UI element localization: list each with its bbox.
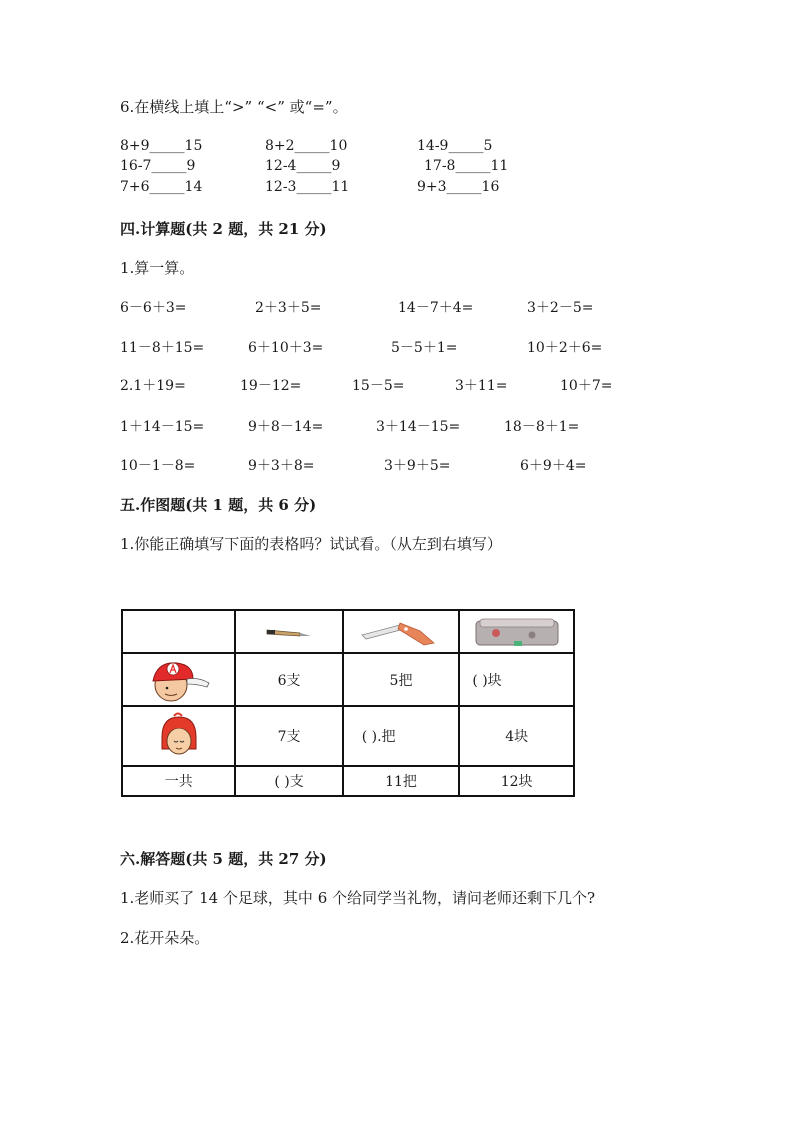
calc-item: 15－5= bbox=[352, 378, 405, 394]
section-4-heading: 四.计算题(共 2 题，共 21 分) bbox=[120, 220, 327, 238]
row-label-girl bbox=[122, 706, 235, 766]
table-corner-cell bbox=[122, 610, 235, 653]
table-header-pen bbox=[235, 610, 342, 653]
compare-item: 12-3_____11 bbox=[265, 179, 350, 195]
girl-icon bbox=[156, 711, 202, 761]
calc-item: 9＋8－14= bbox=[248, 419, 324, 435]
boy-with-cap-icon bbox=[147, 657, 211, 703]
table-cell: 11把 bbox=[343, 766, 460, 796]
section-6-heading: 六.解答题(共 5 题，共 27 分) bbox=[120, 850, 327, 868]
compare-item: 7+6_____14 bbox=[120, 179, 203, 195]
table-cell: 4块 bbox=[459, 706, 574, 766]
question-6-title: 6.在横线上填上“>” “<” 或“=”。 bbox=[120, 98, 348, 116]
section-6-question-1: 1.老师买了 14 个足球，其中 6 个给同学当礼物，请问老师还剩下几个? bbox=[120, 889, 596, 907]
section-6-question-2: 2.花开朵朵。 bbox=[120, 929, 210, 947]
calc-item: 19－12= bbox=[240, 378, 302, 394]
table-header-pencil-box bbox=[459, 610, 574, 653]
section-5-question-1: 1.你能正确填写下面的表格吗？试试看。（从左到右填写） bbox=[120, 535, 502, 553]
pencil-box-icon bbox=[474, 615, 560, 649]
table-cell: ( ).把 bbox=[343, 706, 460, 766]
calc-item: 1＋14－15= bbox=[120, 419, 205, 435]
compare-item: 17-8_____11 bbox=[424, 158, 509, 174]
table-header-knife bbox=[343, 610, 460, 653]
fill-in-table bbox=[121, 609, 575, 797]
calc-item: 2＋3＋5= bbox=[255, 300, 322, 316]
calc-item: 6＋10＋3= bbox=[248, 340, 324, 356]
calc-item: 2.1＋19= bbox=[120, 378, 186, 394]
row-label-total: 一共 bbox=[122, 766, 235, 796]
pen-icon bbox=[264, 622, 314, 642]
calc-item: 10＋2＋6= bbox=[527, 340, 603, 356]
table-cell: ( )块 bbox=[459, 653, 574, 706]
calc-item: 3＋11= bbox=[455, 378, 508, 394]
table-cell: 5把 bbox=[343, 653, 460, 706]
calc-item: 5－5＋1= bbox=[391, 340, 458, 356]
knife-icon bbox=[360, 617, 442, 647]
compare-item: 14-9_____5 bbox=[417, 138, 493, 154]
table-cell: 12块 bbox=[459, 766, 574, 796]
section-4-question-1: 1.算一算。 bbox=[120, 259, 195, 277]
table-cell: 6支 bbox=[235, 653, 342, 706]
compare-item: 8+2_____10 bbox=[265, 138, 348, 154]
compare-item: 12-4_____9 bbox=[265, 158, 341, 174]
calc-item: 3＋2－5= bbox=[527, 300, 594, 316]
calc-item: 14－7＋4= bbox=[398, 300, 474, 316]
calc-item: 10＋7= bbox=[560, 378, 613, 394]
compare-item: 8+9_____15 bbox=[120, 138, 203, 154]
calc-item: 3＋14－15= bbox=[376, 419, 461, 435]
calc-item: 6＋9＋4= bbox=[520, 458, 587, 474]
calc-item: 6－6＋3= bbox=[120, 300, 187, 316]
compare-item: 16-7_____9 bbox=[120, 158, 196, 174]
calc-item: 10－1－8= bbox=[120, 458, 196, 474]
table-cell: 7支 bbox=[235, 706, 342, 766]
section-5-heading: 五.作图题(共 1 题，共 6 分) bbox=[120, 496, 317, 514]
row-label-boy bbox=[122, 653, 235, 706]
calc-item: 18－8＋1= bbox=[504, 419, 580, 435]
compare-item: 9+3_____16 bbox=[417, 179, 500, 195]
calc-item: 11－8＋15= bbox=[120, 340, 205, 356]
calc-item: 3＋9＋5= bbox=[384, 458, 451, 474]
calc-item: 9＋3＋8= bbox=[248, 458, 315, 474]
table-cell: ( )支 bbox=[235, 766, 342, 796]
